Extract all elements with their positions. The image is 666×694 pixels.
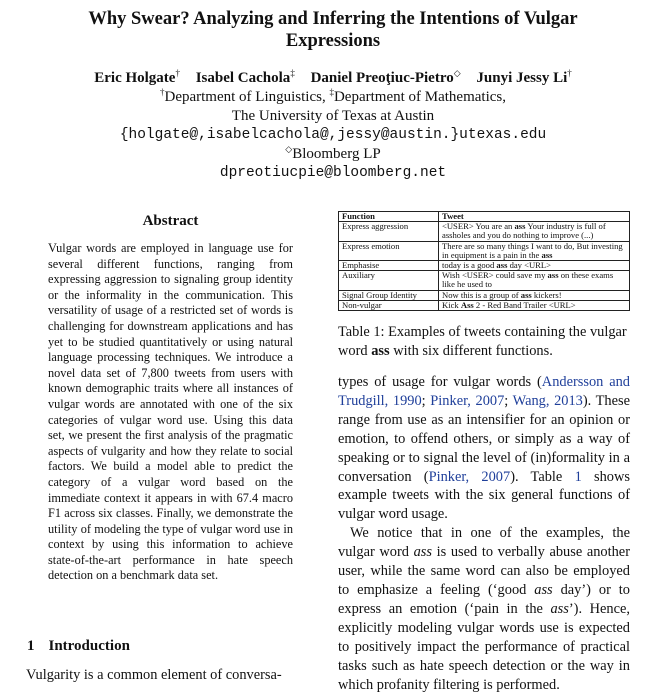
- affiliation-departments: †Department of Linguistics, ‡Department of Mathematics,: [160, 87, 506, 105]
- author-3: Daniel Preoţiuc-Pietro◇: [310, 68, 461, 86]
- email-ut: {holgate@,isabelcachola@,jessy@austin.}utexas.edu: [119, 127, 547, 143]
- table-1: [338, 211, 630, 311]
- table-cell-tweet: Kick Ass 2 - Red Band Trailer <URL>: [439, 300, 630, 310]
- table-header-tweet: Tweet: [439, 212, 630, 222]
- table-cell-tweet: <USER> You are an ass Your industry is full of assholes and you do nothing to improve (...): [439, 222, 630, 241]
- right-column-body: [338, 373, 630, 694]
- author-4: Junyi Jessy Li†: [476, 68, 572, 86]
- paper-title: [20, 8, 646, 52]
- table-header-row: [339, 212, 630, 222]
- table-cell-tweet: Wish <USER> could save my ass on these exams like he used to: [439, 271, 630, 290]
- affiliation-bloomberg: ◇Bloomberg LP: [285, 144, 381, 162]
- author-1: Eric Holgate†: [94, 68, 180, 86]
- table-reference-link[interactable]: 1: [574, 468, 582, 485]
- email-bloomberg: dpreotiucpie@bloomberg.net: [219, 165, 447, 181]
- title-line-1: Why Swear? Analyzing and Inferring the Intentions of Vulgar: [88, 9, 578, 29]
- table-cell-function: Signal Group Identity: [339, 290, 439, 300]
- abstract-heading: Abstract: [142, 213, 199, 229]
- affiliation-university: The University of Texas at Austin: [231, 108, 435, 124]
- table-row: [339, 261, 630, 271]
- table-cell-function: Non-vulgar: [339, 300, 439, 310]
- title-line-2: Expressions: [285, 31, 381, 51]
- citation-link[interactable]: Andersson and Trudgill, 1990: [338, 374, 630, 409]
- table-row: [339, 300, 630, 310]
- table-row: [339, 222, 630, 241]
- introduction-text: Vulgarity is a common element of conversa-: [26, 667, 282, 683]
- paragraph-examples: We notice that in one of the examples, the vulgar word ass is used to verbally abuse another user, while the same word can also be employed to emphasize a feeling (‘good ass day’) or to express an emotion (‘pain in the ass’). Hence, explicitly modeling vulgar words use is expected to positively impact the performance of practical tasks such as hate speech detection or the way in which profanity filtering is performed.: [338, 525, 630, 693]
- author-2: Isabel Cachola‡: [195, 68, 295, 86]
- section-heading-introduction: 1 Introduction: [27, 638, 130, 654]
- table-1-caption: Table 1: Examples of tweets containing the vulgar word ass with six different functions.: [338, 324, 627, 359]
- table-cell-function: Express aggression: [339, 222, 439, 241]
- author-list: [20, 68, 646, 88]
- table-row: [339, 241, 630, 260]
- paragraph-usage-types: types of usage for vulgar words (Andersson and Trudgill, 1990; Pinker, 2007; Wang, 2013). These range from use as an intensifier for an opinion or emotion, to offend others, or simply as a way of speaking or to signal the level of (in)formality in a conversation (Pinker, 2007). Table 1 shows example tweets with the six general functions of vulgar word usage.: [338, 374, 630, 523]
- table-cell-function: Emphasise: [339, 261, 439, 271]
- citation-link[interactable]: Pinker, 2007: [430, 392, 505, 409]
- table-cell-function: Auxiliary: [339, 271, 439, 290]
- table-cell-function: Express emotion: [339, 241, 439, 260]
- table-header-function: Function: [339, 212, 439, 222]
- table-row: [339, 271, 630, 290]
- table-cell-tweet: today is a good ass day <URL>: [439, 261, 630, 271]
- citation-link[interactable]: Pinker, 2007: [428, 468, 511, 485]
- abstract-text: Vulgar words are employed in language use for several different functions, ranging from expressing aggression to signaling group identity or the informality in the communication. This versatility of usage of a restricted set of words is challenging for downstream applications and has yet to be studied quantitatively or using natural language processing techniques. We introduce a novel data set of 7,800 tweets from users with known demographic traits where all instances of vulgar words are annotated with one of the six categories of vulgar word use. Using this data set, we present the first analysis of the pragmatic aspects of vulgarity and how they relate to social factors. We build a model able to predict the category of a vulgar word based on the immediate context it appears in with 67.4 macro F1 across six classes. Finally, we demonstrate the utility of modeling the type of vulgar word use in context by using this information to achieve state-of-the-art performance in hate speech detection on a benchmark data set.: [48, 241, 293, 583]
- table-cell-tweet: Now this is a group of ass kickers!: [439, 290, 630, 300]
- table-row: [339, 290, 630, 300]
- citation-link[interactable]: Wang, 2013: [512, 392, 583, 409]
- table-cell-tweet: There are so many things I want to do, But investing in equipment is a pain in the ass: [439, 241, 630, 260]
